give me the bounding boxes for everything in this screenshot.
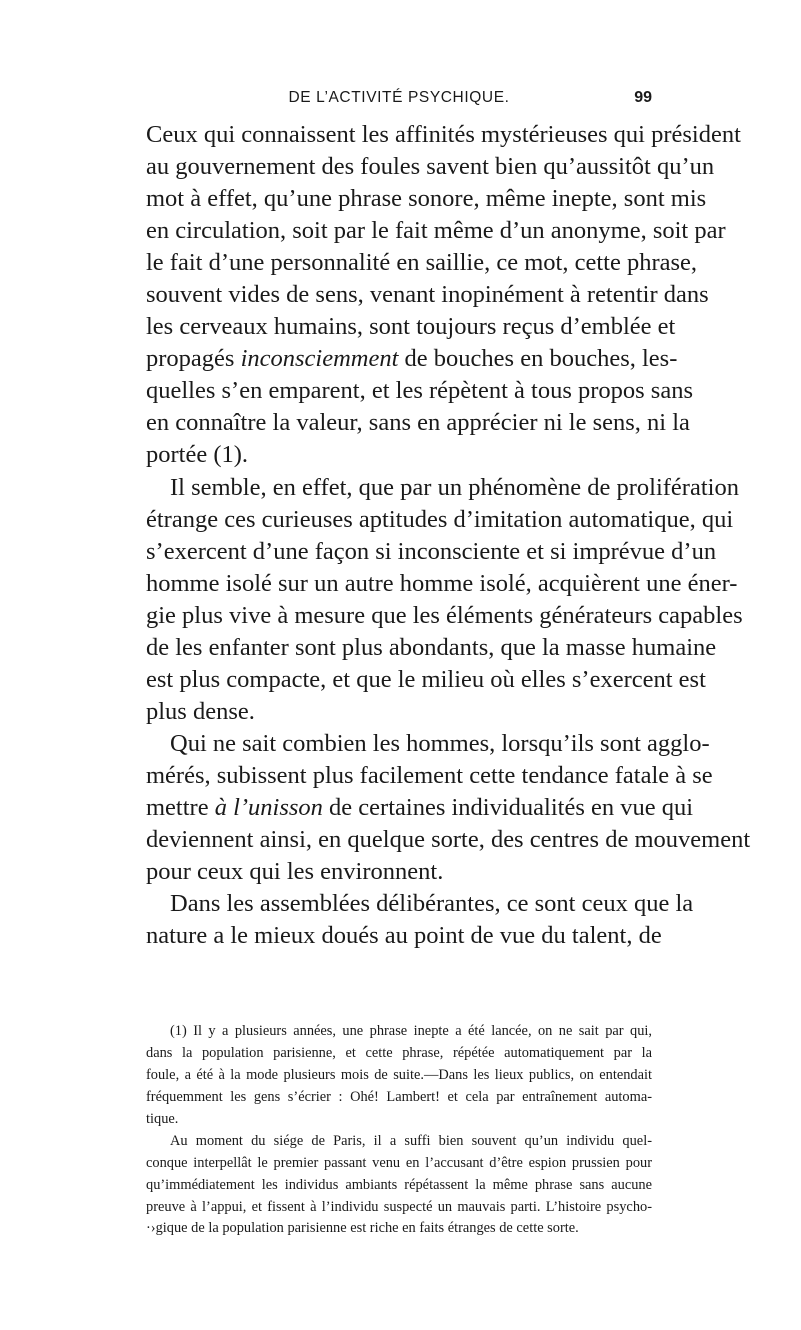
text-line: quelles s’en emparent, et les répètent à tous propos sans (146, 377, 694, 405)
text-line: deviennent ainsi, en quelque sorte, des centres de mouvement (146, 826, 751, 854)
text-fragment: de bouches en bouches, les- (398, 345, 678, 373)
main-text (146, 119, 751, 952)
text-fragment: propagés (146, 345, 241, 373)
text-line (146, 343, 678, 375)
running-title: DE L’ACTIVITÉ PSYCHIQUE. (288, 89, 510, 106)
footnote-line: dans la population parisienne, et cette phrase, répétée automatiquement par la (146, 1044, 652, 1061)
footnote-line: foule, a été à la mode plusieurs mois de suite.—Dans les lieux publics, on entendait (146, 1066, 652, 1083)
text-line: Dans les assemblées délibérantes, ce sont ceux que la (170, 890, 694, 918)
text-fragment: de certaines individualités en vue qui (322, 793, 694, 821)
footnote-line: fréquemment les gens s’écrier : Ohé! Lambert! et cela par entraînement automa- (146, 1088, 652, 1105)
text-line: au gouvernement des foules savent bien qu’aussitôt qu’un (146, 153, 715, 181)
text-line: pour ceux qui les environnent. (146, 858, 444, 886)
text-line: le fait d’une personnalité en saillie, ce mot, cette phrase, (146, 249, 698, 277)
text-line: Il semble, en effet, que par un phénomène de prolifération (170, 473, 739, 501)
footnote-line: preuve à l’appui, et fissent à l’individu suspecté un mauvais parti. L’histoire psycho- (146, 1198, 652, 1215)
text-line: en connaître la valeur, sans en apprécier ni le sens, ni la (146, 409, 690, 437)
running-header (146, 87, 652, 109)
text-line: gie plus vive à mesure que les éléments générateurs capables (146, 601, 743, 629)
footnote-line: ·›gique de la population parisienne est riche en faits étranges de cette sorte. (146, 1220, 579, 1237)
footnote-line: conque interpellât le premier passant venu en l’accusant d’être espion prussien pour (146, 1154, 652, 1171)
page-number: 99 (634, 89, 652, 106)
text-line: Ceux qui connaissent les affinités mystérieuses qui président (146, 121, 741, 148)
text-line: les cerveaux humains, sont toujours reçus d’emblée et (146, 313, 676, 341)
footnote-line: qu’immédiatement les individus ambiants répétassent la même phrase sans aucune (146, 1176, 652, 1193)
text-line: nature a le mieux doués au point de vue du talent, de (146, 922, 662, 950)
italic-phrase: à l’unisson (214, 793, 323, 821)
footnote-line: tique. (146, 1110, 179, 1127)
text-line: de les enfanter sont plus abondants, que la masse humaine (146, 633, 717, 661)
text-line (146, 792, 694, 824)
text-line: mot à effet, qu’une phrase sonore, même inepte, sont mis (146, 185, 707, 213)
footnote-line: Au moment du siége de Paris, il a suffi bien souvent qu’un individu quel- (170, 1132, 652, 1149)
text-line: Qui ne sait combien les hommes, lorsqu’ils sont agglo- (170, 729, 710, 757)
footnotes (146, 1021, 652, 1240)
text-line: souvent vides de sens, venant inopinément à retentir dans (146, 281, 709, 309)
text-line: plus dense. (146, 697, 255, 725)
text-line: est plus compacte, et que le milieu où elles s’exercent est (146, 665, 706, 693)
text-line: étrange ces curieuses aptitudes d’imitation automatique, qui (146, 505, 734, 533)
text-fragment: mettre (146, 793, 215, 821)
text-line: en circulation, soit par le fait même d’un anonyme, soit par (146, 217, 726, 245)
italic-word: inconsciemment (240, 345, 399, 373)
text-line: homme isolé sur un autre homme isolé, acquièrent une éner- (146, 569, 738, 597)
text-line: s’exercent d’une façon si inconsciente et si imprévue d’un (146, 537, 717, 565)
footnote-line: (1) Il y a plusieurs années, une phrase inepte a été lancée, on ne sait par qui, (170, 1023, 652, 1039)
text-line: portée (1). (146, 441, 249, 469)
text-line: mérés, subissent plus facilement cette tendance fatale à se (146, 761, 713, 789)
